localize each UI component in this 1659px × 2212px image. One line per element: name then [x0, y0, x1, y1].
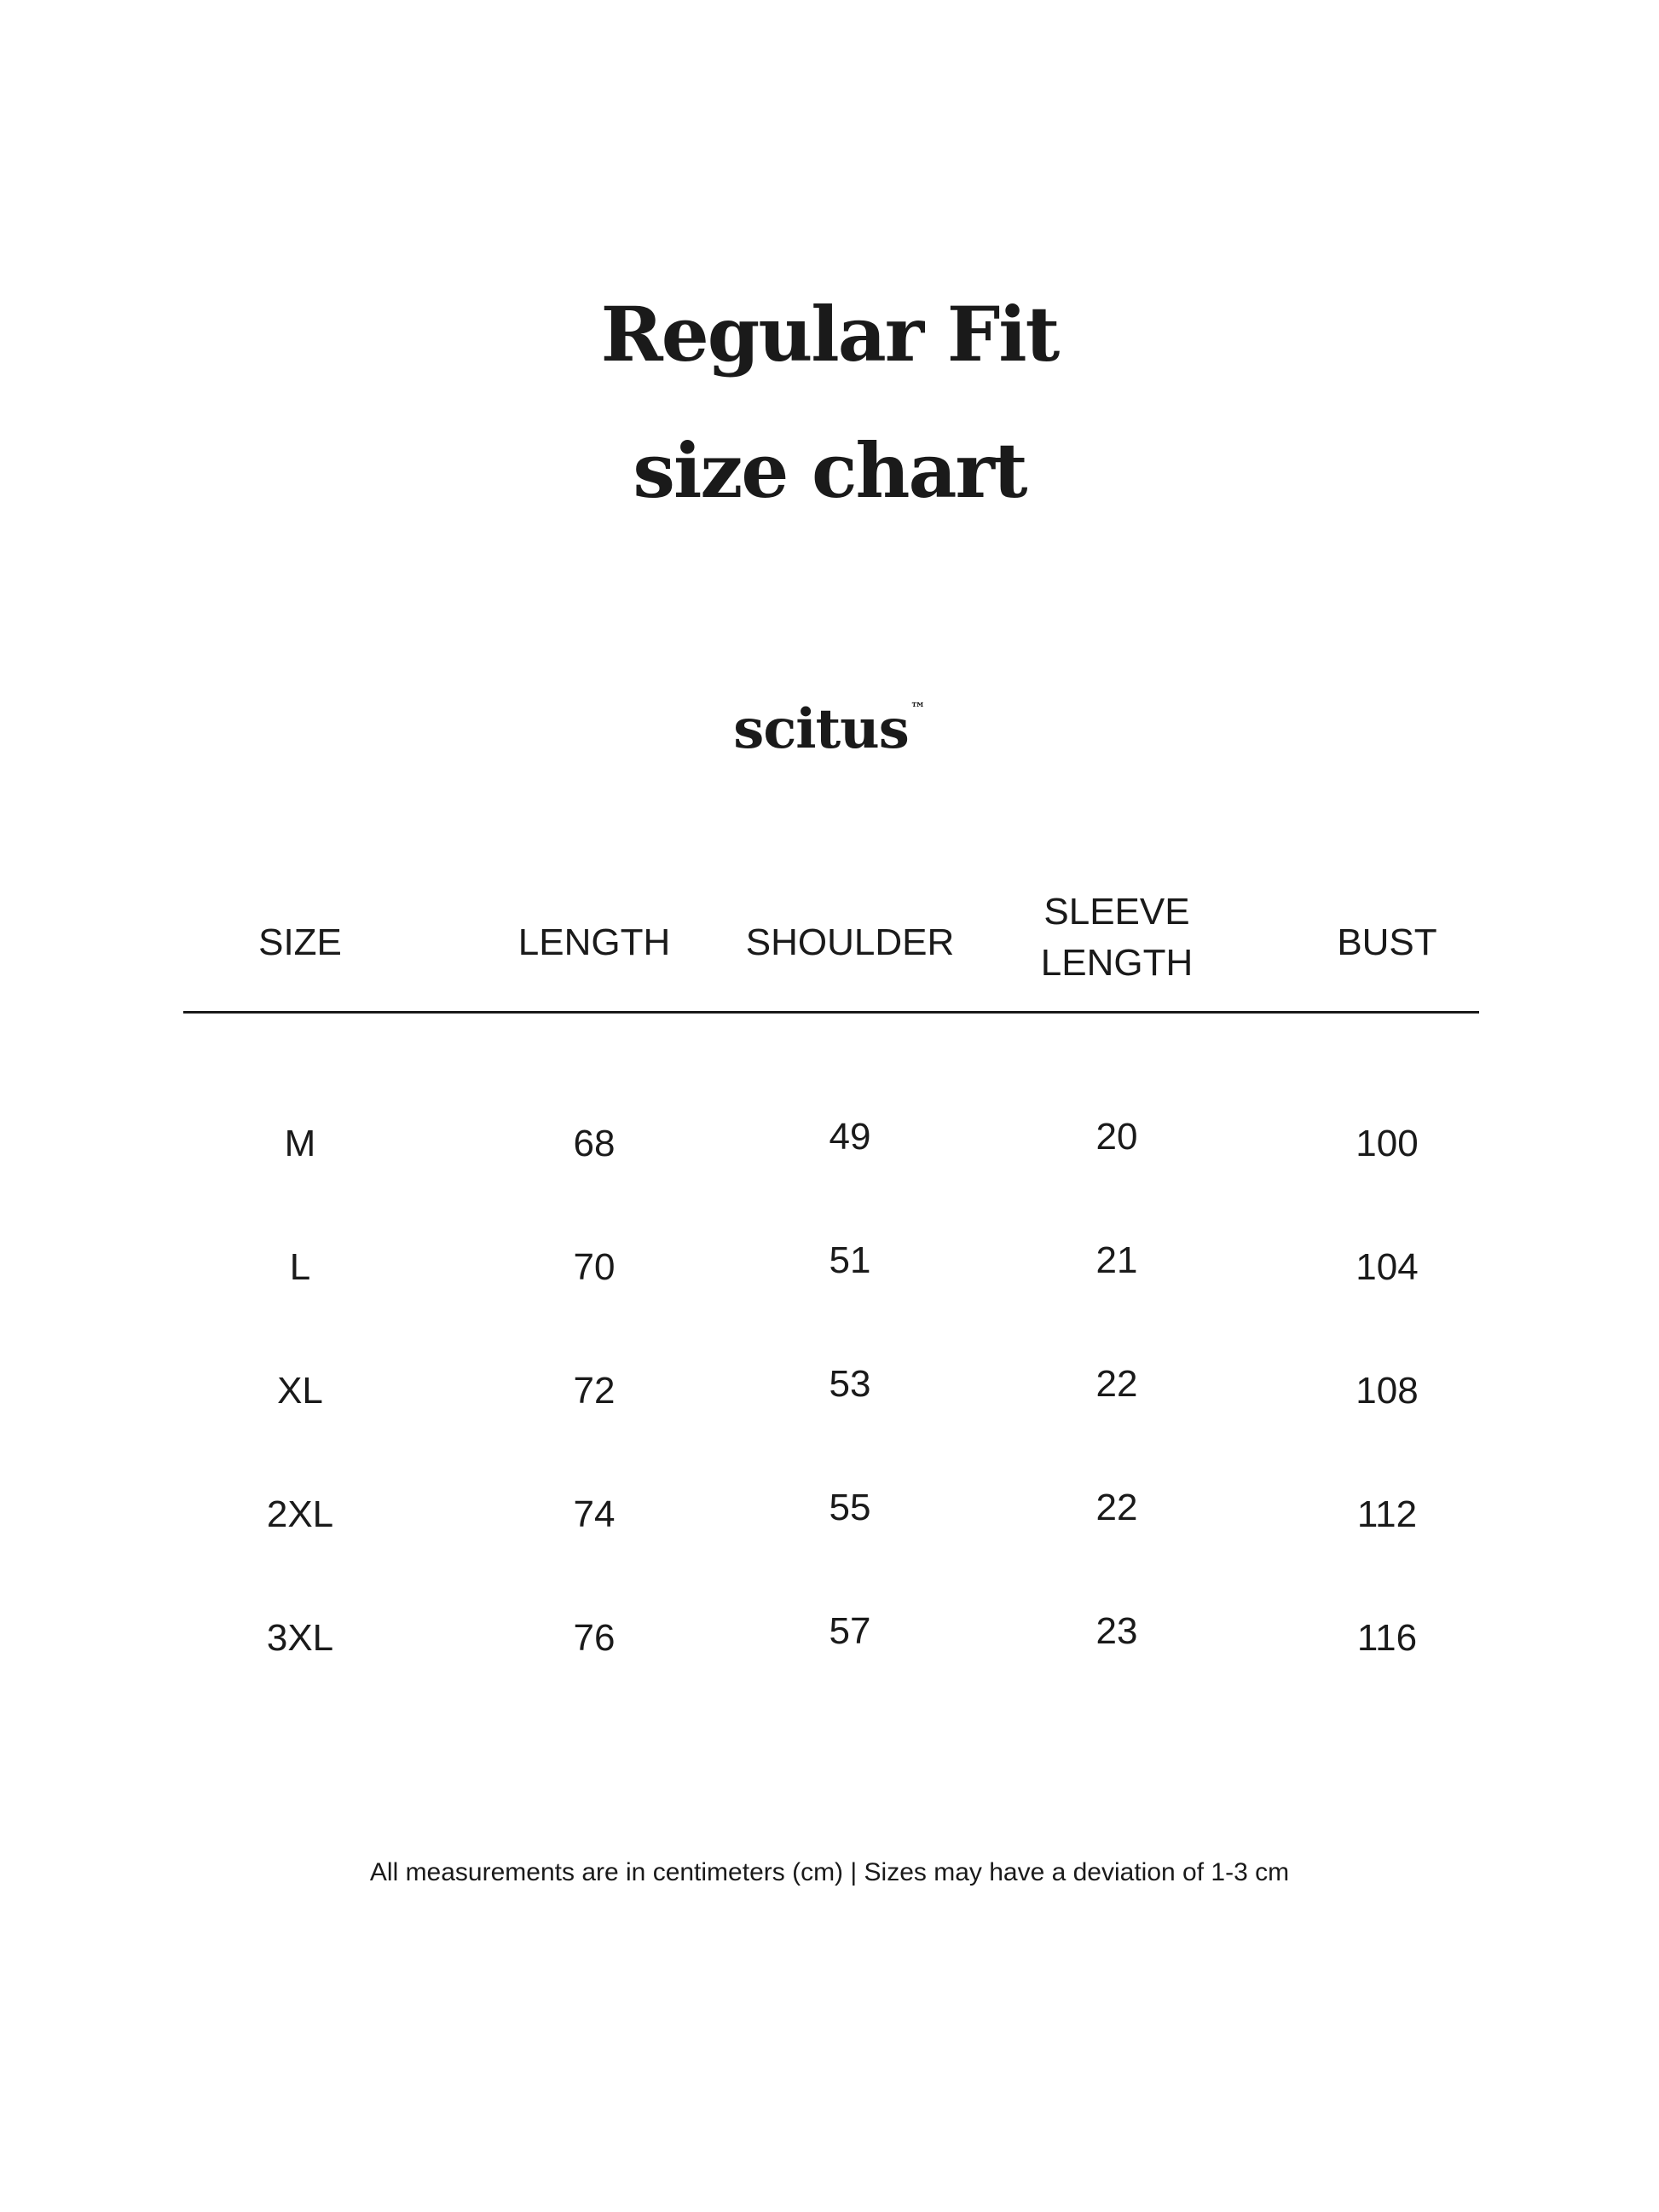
cell-shoulder: 57: [829, 1610, 871, 1652]
cell-size: 2XL: [266, 1493, 334, 1535]
page-title-line-2: size chart: [633, 426, 1026, 515]
cell-size: XL: [277, 1370, 323, 1412]
cell-length: 70: [573, 1246, 616, 1288]
cell-sleeve-length: 23: [1095, 1610, 1138, 1652]
footnote: All measurements are in centimeters (cm) | Sizes may have a deviation of 1-3 cm: [369, 1858, 1290, 1886]
cell-sleeve-length: 22: [1095, 1363, 1138, 1405]
page-title-line-1: Regular Fit: [600, 290, 1059, 378]
cell-bust: 104: [1356, 1246, 1419, 1288]
cell-bust: 116: [1356, 1617, 1418, 1659]
cell-length: 74: [573, 1493, 616, 1535]
column-header-size: SIZE: [258, 921, 342, 963]
cell-bust: 100: [1356, 1123, 1419, 1164]
cell-length: 72: [573, 1370, 616, 1412]
cell-sleeve-length: 20: [1095, 1116, 1138, 1158]
cell-sleeve-length: 22: [1095, 1487, 1138, 1528]
cell-bust: 112: [1356, 1493, 1418, 1535]
cell-length: 76: [573, 1617, 616, 1659]
cell-shoulder: 55: [829, 1487, 871, 1528]
cell-shoulder: 53: [829, 1363, 871, 1405]
brand-logo: [0, 697, 1659, 761]
cell-size: 3XL: [266, 1617, 334, 1659]
cell-bust: 108: [1356, 1370, 1419, 1412]
header-divider: [183, 1011, 1479, 1014]
cell-shoulder: 49: [829, 1116, 871, 1158]
cell-shoulder: 51: [829, 1239, 871, 1281]
column-header-length: LENGTH: [517, 921, 671, 963]
cell-sleeve-length: 21: [1095, 1239, 1138, 1281]
trademark-symbol: ™: [910, 700, 926, 718]
column-header-bust: BUST: [1337, 921, 1437, 963]
cell-size: L: [289, 1246, 311, 1288]
cell-size: M: [284, 1123, 316, 1164]
cell-length: 68: [573, 1123, 616, 1164]
brand-name: scitus: [733, 697, 909, 761]
column-header-sleeve-length: SLEEVE LENGTH: [1040, 891, 1194, 984]
column-header-shoulder: SHOULDER: [745, 921, 955, 963]
